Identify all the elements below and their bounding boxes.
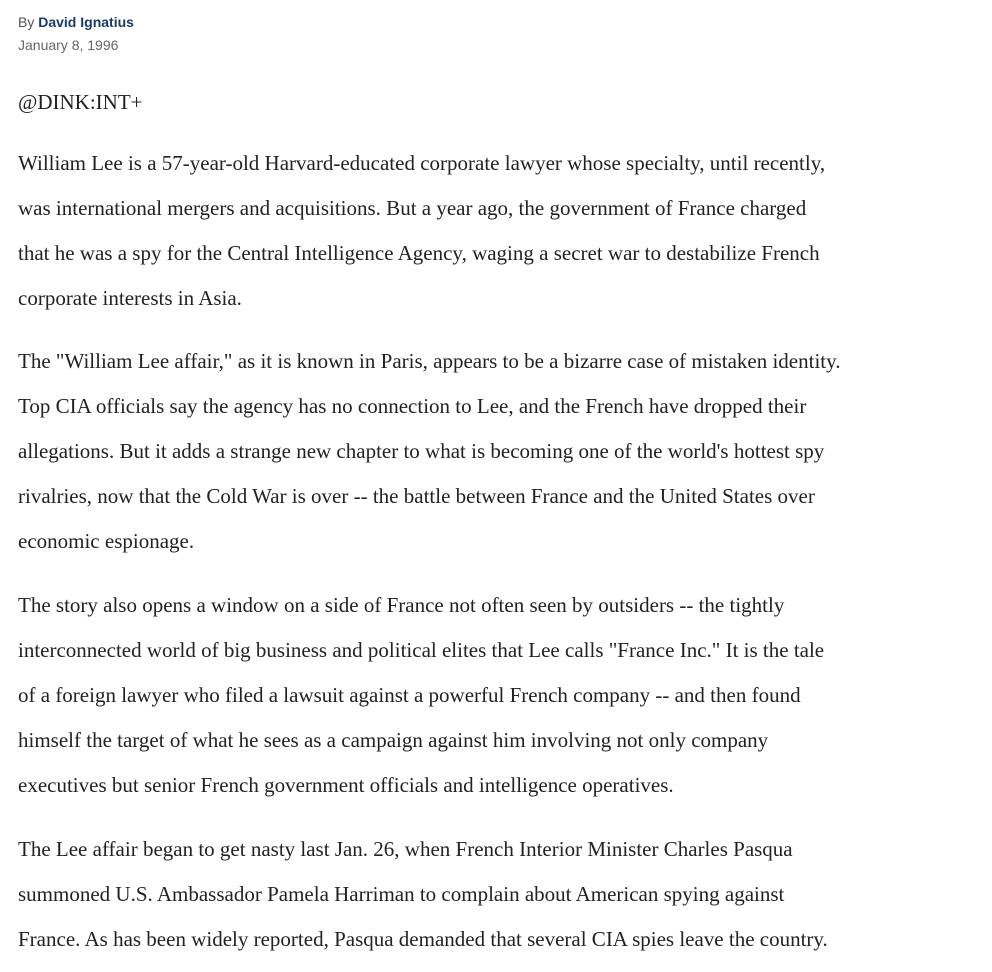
author-link[interactable]: David Ignatius — [38, 14, 134, 30]
paragraph-line: The "William Lee affair," as it is known in Paris, appears to be a bizarre case of mistaken identity. — [18, 349, 841, 373]
paragraph-line: summoned U.S. Ambassador Pamela Harriman to complain about American spying against — [18, 882, 785, 906]
publish-date: January 8, 1996 — [18, 37, 119, 53]
article-paragraph — [18, 339, 986, 564]
slug-code: @DINK:INT+ — [18, 90, 143, 114]
paragraph-line: was international mergers and acquisitions. But a year ago, the government of France charged — [18, 196, 807, 220]
paragraph-line: The Lee affair began to get nasty last Jan. 26, when French Interior Minister Charles Pasqua — [18, 837, 793, 861]
paragraph-line: rivalries, now that the Cold War is over -- the battle between France and the United States over — [18, 484, 815, 508]
article-paragraph — [18, 583, 986, 808]
paragraph-line: interconnected world of big business and political elites that Lee calls "France Inc." It is the tale — [18, 638, 825, 662]
article-paragraph — [18, 141, 986, 321]
paragraph-line: of a foreign lawyer who filed a lawsuit against a powerful French company -- and then found — [18, 683, 801, 707]
paragraph-line: France. As has been widely reported, Pasqua demanded that several CIA spies leave the country. — [18, 927, 828, 951]
byline-prefix: By — [18, 14, 35, 30]
paragraph-line: William Lee is a 57-year-old Harvard-educated corporate lawyer whose specialty, until recently, — [18, 151, 826, 175]
paragraph-line: allegations. But it adds a strange new chapter to what is becoming one of the world's hottest spy — [18, 439, 825, 463]
paragraph-line: economic espionage. — [18, 529, 195, 553]
byline — [18, 12, 134, 32]
paragraph-line: Top CIA officials say the agency has no connection to Lee, and the French have dropped their — [18, 394, 807, 418]
paragraph-line: The story also opens a window on a side of France not often seen by outsiders -- the tightly — [18, 593, 785, 617]
paragraph-line: that he was a spy for the Central Intelligence Agency, waging a secret war to destabilize French — [18, 241, 820, 265]
paragraph-line: executives but senior French government officials and intelligence operatives. — [18, 773, 674, 797]
paragraph-line: corporate interests in Asia. — [18, 286, 242, 310]
article-paragraph — [18, 827, 986, 962]
paragraph-line: himself the target of what he sees as a campaign against him involving not only company — [18, 728, 769, 752]
